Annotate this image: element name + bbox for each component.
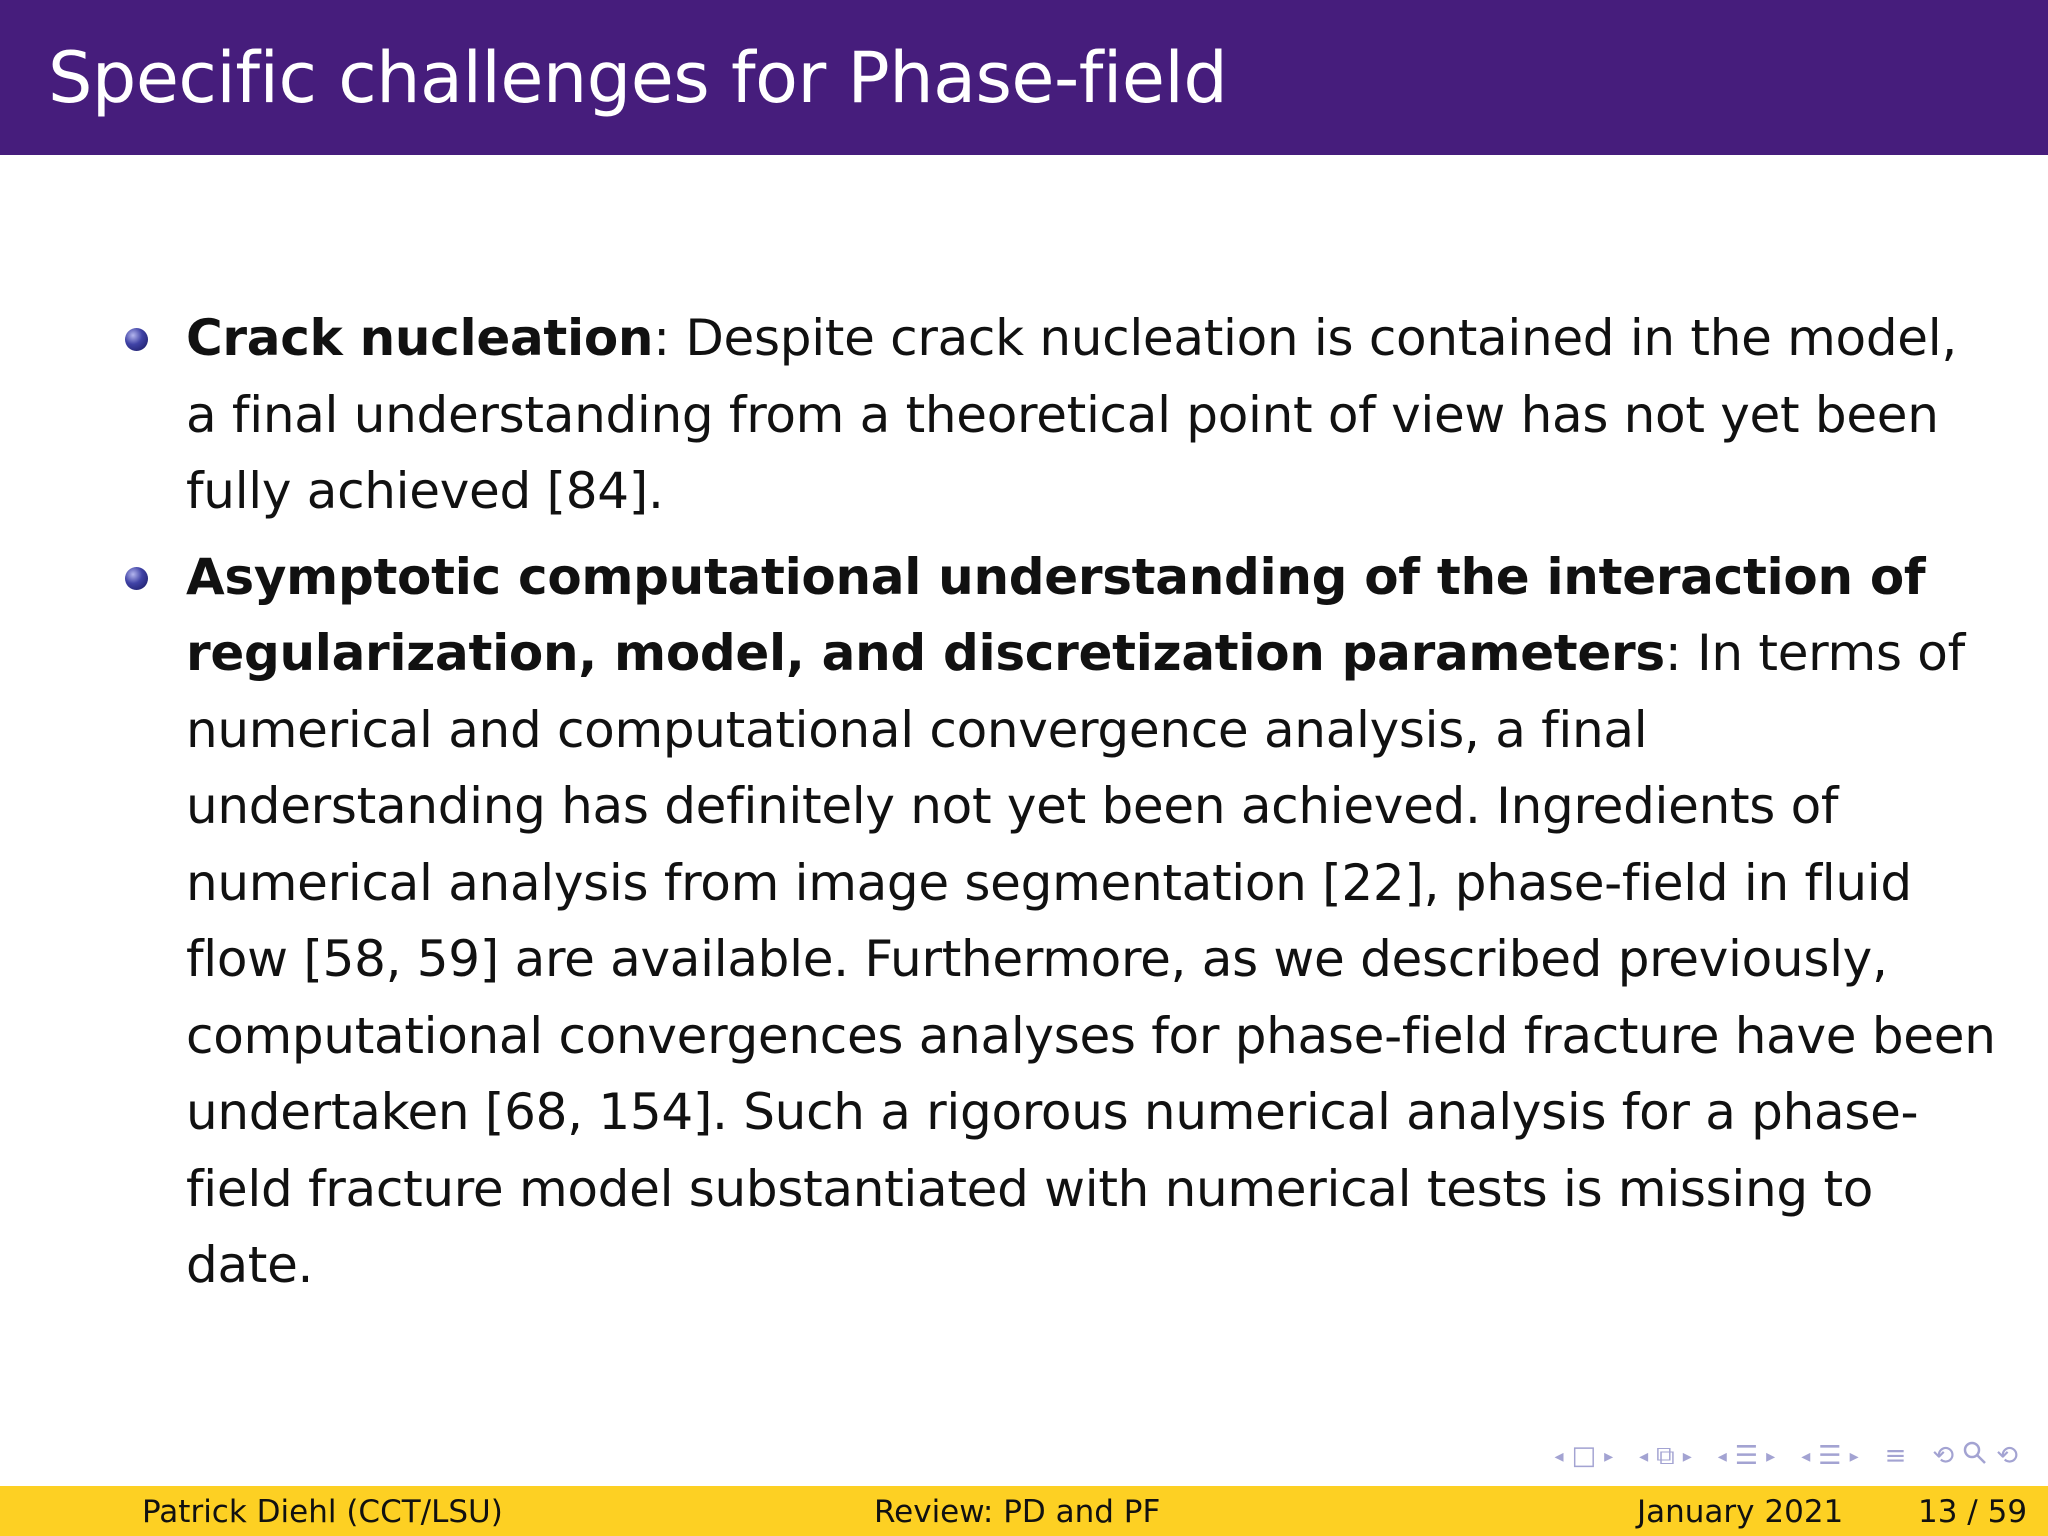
- bullet-term: Asymptotic computational understanding of the interaction of regularization, model, and discretization parameters: [186, 547, 1926, 682]
- nav-next-part-icon[interactable]: ▸: [1849, 1445, 1859, 1467]
- bullet-list: [120, 300, 2000, 1304]
- part-icon[interactable]: ☰: [1818, 1441, 1842, 1471]
- nav-next-section-icon[interactable]: ▸: [1766, 1445, 1776, 1467]
- nav-next-frame-icon[interactable]: ▸: [1604, 1445, 1614, 1467]
- nav-appendix-group: [1885, 1441, 1907, 1471]
- nav-frame-group: [1554, 1441, 1613, 1471]
- undo-search-icon[interactable]: ⟲: [1932, 1441, 1955, 1471]
- bullet-item-asymptotic-understanding: [120, 539, 2000, 1304]
- nav-subsection-group: [1639, 1441, 1692, 1472]
- frame-icon[interactable]: □: [1571, 1441, 1597, 1471]
- slide-footer: [0, 1486, 2048, 1536]
- redo-search-icon[interactable]: ⟲: [1996, 1441, 2018, 1471]
- nav-prev-subsection-icon[interactable]: ◂: [1639, 1445, 1649, 1467]
- footer-short-title: Review: PD and PF: [874, 1494, 1161, 1530]
- appendix-icon[interactable]: ≡: [1884, 1441, 1907, 1471]
- nav-prev-frame-icon[interactable]: ◂: [1554, 1445, 1564, 1467]
- nav-next-subsection-icon[interactable]: ▸: [1682, 1445, 1692, 1467]
- bullet-text: : In terms of numerical and computational convergence analysis, a final understanding has definitely not yet been achieved. Ingredients of numerical analysis from image segmentation [22], phase-field in fluid flow [58, 59] are available. Furthermore, as we described previously, computational convergences analyses for phase-field fracture have been undertaken [68, 154]. Such a rigorous numerical analysis for a phase-field fracture model substantiated with numerical tests is missing to date.: [186, 624, 1996, 1294]
- nav-part-group: [1801, 1441, 1858, 1471]
- section-icon[interactable]: ☰: [1734, 1441, 1759, 1471]
- bullet-text: : Despite crack nucleation is contained in the model, a final understanding from a theoretical point of view has not yet been fully achieved [84].: [186, 309, 1957, 520]
- subsection-icon[interactable]: ⧉: [1656, 1440, 1675, 1471]
- footer-date: January 2021: [1637, 1494, 1844, 1530]
- nav-prev-section-icon[interactable]: ◂: [1717, 1445, 1727, 1467]
- slide-header: [0, 0, 2048, 155]
- nav-prev-part-icon[interactable]: ◂: [1801, 1445, 1811, 1467]
- footer-author: Patrick Diehl (CCT/LSU): [142, 1494, 503, 1530]
- beamer-navigation-bar: [1554, 1436, 2018, 1476]
- footer-page-number: 13 / 59: [1918, 1494, 2028, 1530]
- nav-search-group: [1932, 1440, 2018, 1473]
- bullet-ball-icon: [125, 328, 148, 351]
- bullet-term: Crack nucleation: [186, 309, 654, 367]
- bullet-item-crack-nucleation: [120, 300, 2000, 530]
- nav-section-group: [1718, 1441, 1775, 1471]
- bullet-ball-icon: [125, 567, 148, 590]
- slide-title: Specific challenges for Phase-field: [48, 37, 1228, 119]
- search-icon[interactable]: [1962, 1440, 1988, 1473]
- slide-content: [120, 300, 2000, 1313]
